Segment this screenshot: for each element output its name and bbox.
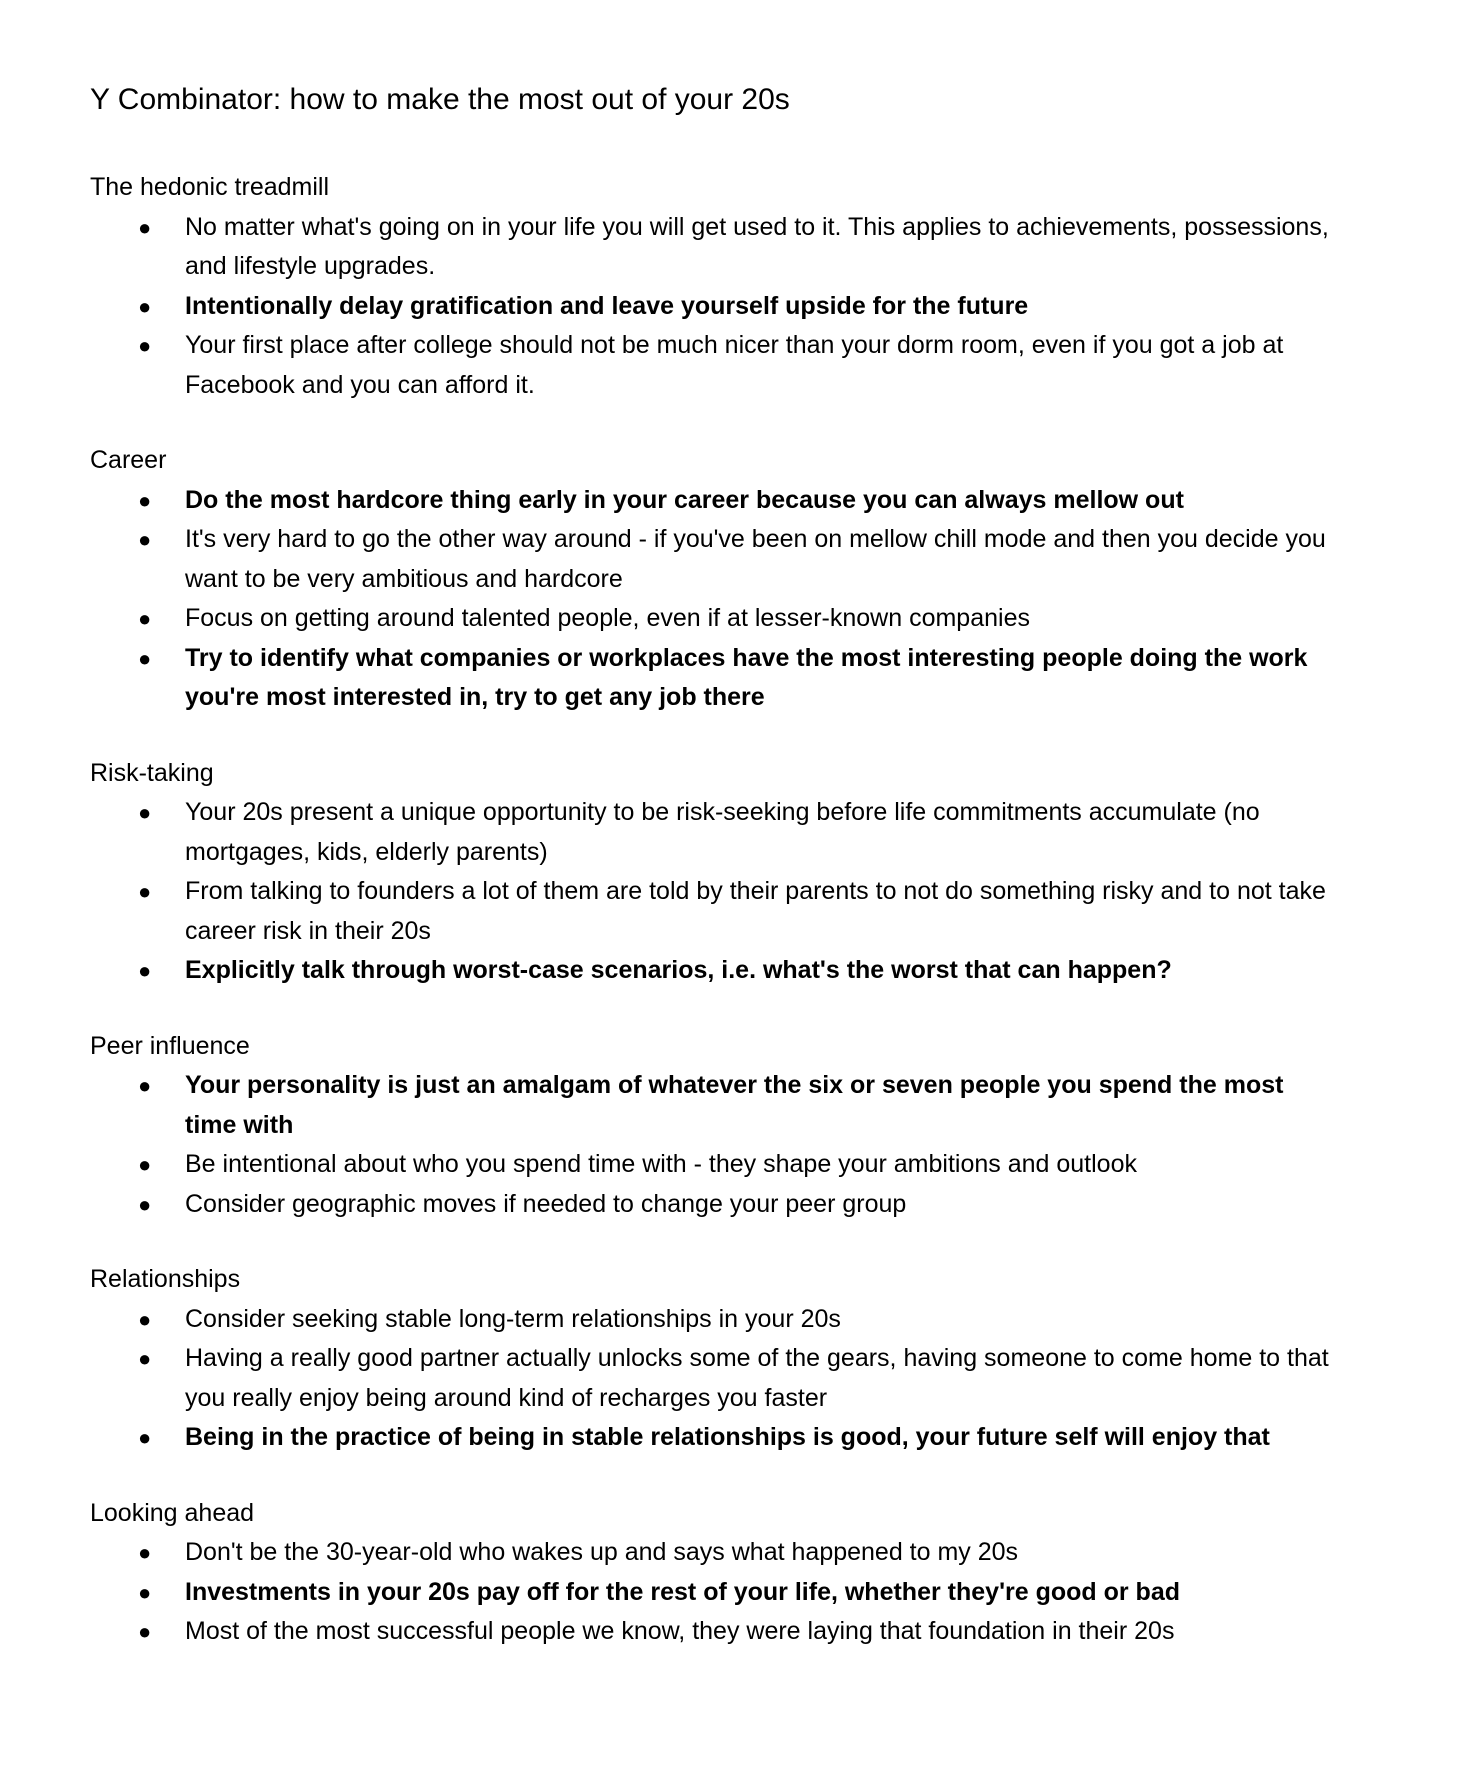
list-item-text: Consider seeking stable long-term relationships in your 20s [185,1304,841,1333]
list-item-text: It's very hard to go the other way around - if you've been on mellow chill mode and then you decide you want to be very ambitious and hardcore [185,525,1326,593]
sections-container [90,168,1329,1652]
list-item-text: Explicitly talk through worst-case scenarios, i.e. what's the worst that can happen? [185,956,1172,984]
bullet-dot-icon: ● [138,1425,152,1450]
list-item [90,951,1335,991]
bullet-dot-icon: ● [138,487,152,513]
list-item [90,481,1335,521]
list-item-text: Focus on getting around talented people, even if at lesser-known companies [185,604,1030,632]
list-item [90,1612,1335,1652]
section-heading: Looking ahead [90,1498,255,1527]
list-item-text: Be intentional about who you spend time with - they shape your ambitions and outlook [185,1150,1137,1178]
list-item [90,639,1335,718]
bullet-dot-icon: ● [138,1579,152,1605]
list-item [90,326,1335,405]
bullet-list [90,1300,1329,1458]
list-item-text: Intentionally delay gratification and leave yourself upside for the future [185,291,1029,320]
list-item [90,1300,1335,1340]
bullet-dot-icon: ● [138,1152,152,1177]
list-item-text: Your first place after college should not be much nicer than your dorm room, even if you got a job at Facebook and you can afford it. [185,331,1284,399]
list-item-text: Being in the practice of being in stable relationships is good, your future self will enjoy that [185,1423,1270,1451]
list-item [90,793,1335,872]
list-item-text: From talking to founders a lot of them are told by their parents to not do something risky and to not take career risk in their 20s [185,877,1326,945]
list-item [90,1339,1335,1418]
list-item [90,1533,1335,1573]
bullet-dot-icon: ● [138,1346,152,1371]
section-heading: Career [90,446,167,474]
list-item-text: Having a really good partner actually unlocks some of the gears, having someone to come home to that you really enjoy being around kind of recharges you faster [185,1344,1329,1412]
list-item [90,1418,1335,1458]
section-peer-influence [90,1027,1284,1225]
list-item [90,208,1335,287]
list-item-text: Your personality is just an amalgam of whatever the six or seven people you spend the most time with [185,1071,1284,1139]
list-item-text: Consider geographic moves if needed to change your peer group [185,1189,907,1218]
bullet-list [90,793,1326,991]
list-item [90,520,1335,599]
bullet-dot-icon: ● [138,527,152,552]
list-item-text: Do the most hardcore thing early in your career because you can always mellow out [185,485,1184,514]
list-item-text: Most of the most successful people we know, they were laying that foundation in their 20s [185,1617,1175,1645]
bullet-dot-icon: ● [138,606,152,631]
list-item [90,287,1335,327]
bullet-dot-icon: ● [138,293,152,319]
list-item-text: No matter what's going on in your life you will get used to it. This applies to achievements, possessions, and lifestyle upgrades. [185,212,1329,280]
bullet-dot-icon: ● [138,645,152,671]
list-item-text: Don't be the 30-year-old who wakes up and says what happened to my 20s [185,1538,1019,1566]
section-heading: The hedonic treadmill [90,173,330,201]
list-item [90,1145,1335,1185]
bullet-dot-icon: ● [138,958,152,983]
list-item-text: Your 20s present a unique opportunity to be risk-seeking before life commitments accumulate (no mortgages, kids, elderly parents) [185,798,1260,866]
list-item [90,1185,1335,1225]
list-item-text: Investments in your 20s pay off for the rest of your life, whether they're good or bad [185,1577,1181,1606]
bullet-dot-icon: ● [138,1191,152,1217]
bullet-list [90,208,1329,406]
page-title: Y Combinator: how to make the most out of your 20s [90,83,790,116]
section-relationships [90,1260,1329,1458]
bullet-list [90,481,1326,718]
list-item [90,1066,1335,1145]
bullet-dot-icon: ● [138,1619,152,1644]
section-looking-ahead [90,1494,1260,1652]
list-item [90,599,1335,639]
list-item [90,872,1335,951]
bullet-dot-icon: ● [138,1073,152,1098]
section-heading: Peer influence [90,1031,250,1060]
bullet-dot-icon: ● [138,214,152,240]
list-item-text: Try to identify what companies or workplaces have the most interesting people doing the work you're most interested in, try to get any job there [185,643,1308,711]
bullet-dot-icon: ● [138,333,152,358]
bullet-list [90,1533,1260,1652]
bullet-dot-icon: ● [138,1540,152,1565]
bullet-dot-icon: ● [138,800,152,825]
section-risk-taking [90,754,1326,991]
bullet-list [90,1066,1284,1224]
section-heading: Risk-taking [90,758,214,787]
bullet-dot-icon: ● [138,879,152,904]
section-the-hedonic-treadmill [90,168,1329,405]
section-heading: Relationships [90,1265,241,1293]
bullet-dot-icon: ● [138,1306,152,1332]
list-item [90,1573,1335,1613]
section-career [90,441,1326,718]
